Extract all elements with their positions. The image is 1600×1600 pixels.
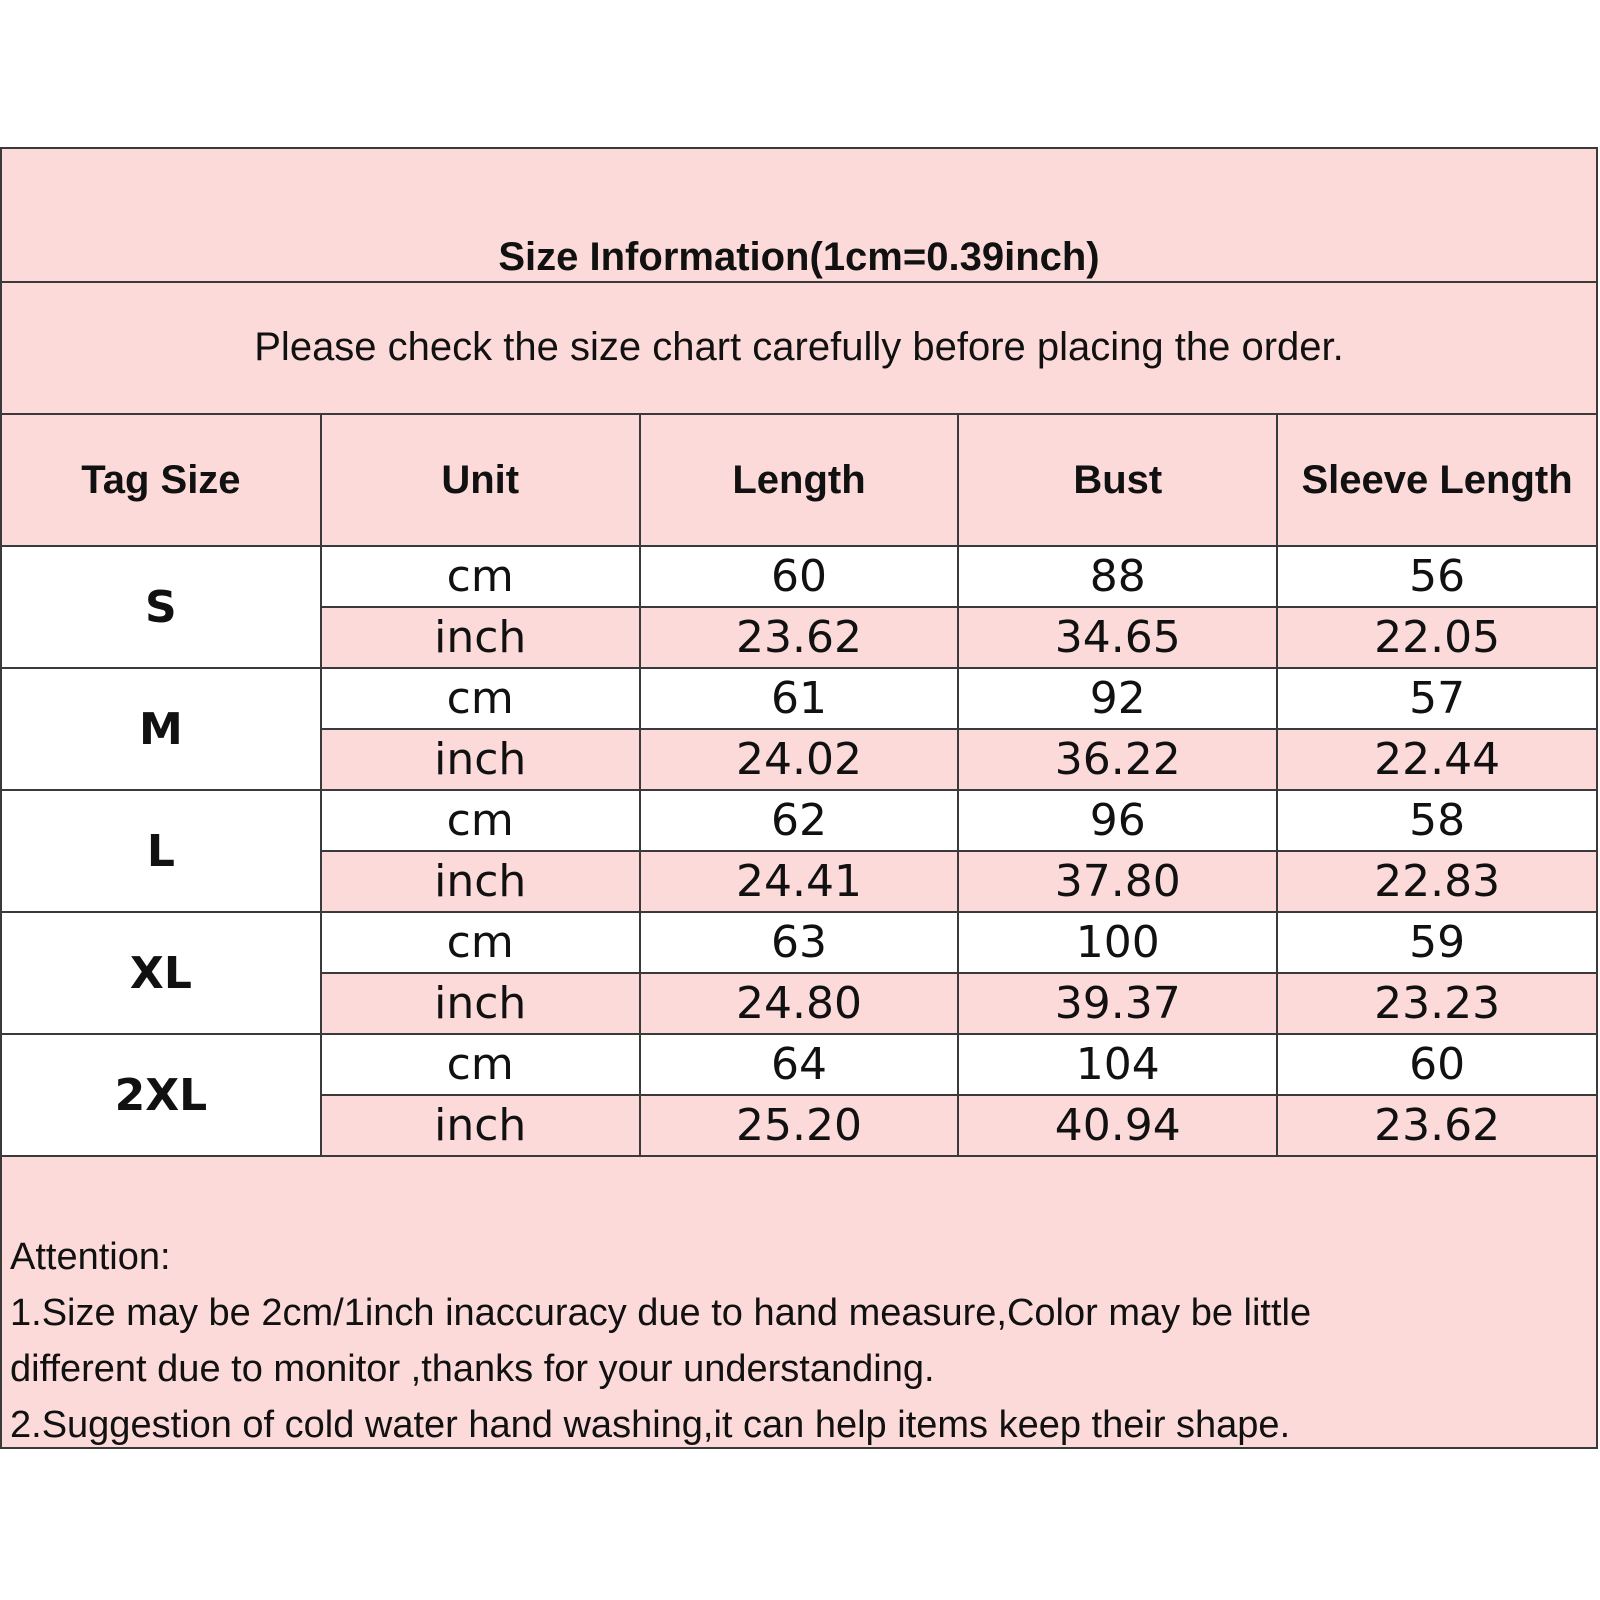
unit-cell: inch [321, 607, 640, 668]
bust-cell: 96 [958, 790, 1277, 851]
table-row [2, 912, 1596, 973]
unit-cell: cm [321, 546, 640, 607]
header-bust: Bust [958, 415, 1277, 546]
bust-cell: 92 [958, 668, 1277, 729]
header-sleeve-length: Sleeve Length [1277, 415, 1596, 546]
tag-size-cell: L [2, 790, 321, 912]
attention-notes [10, 1229, 1590, 1453]
length-cell: 63 [640, 912, 959, 973]
sleeve-length-cell: 22.05 [1277, 607, 1596, 668]
length-cell: 24.02 [640, 729, 959, 790]
sleeve-length-cell: 22.83 [1277, 851, 1596, 912]
unit-cell: cm [321, 668, 640, 729]
tag-size-cell: S [2, 546, 321, 668]
tag-size-cell: 2XL [2, 1034, 321, 1156]
attention-heading: Attention: [10, 1236, 171, 1278]
unit-cell: inch [321, 851, 640, 912]
unit-cell: cm [321, 912, 640, 973]
bust-cell: 104 [958, 1034, 1277, 1095]
unit-cell: cm [321, 1034, 640, 1095]
table-row [2, 546, 1596, 607]
title-band [2, 149, 1596, 283]
length-cell: 62 [640, 790, 959, 851]
size-chart-title: Size Information(1cm=0.39inch) [498, 235, 1100, 279]
sleeve-length-cell: 23.62 [1277, 1095, 1596, 1156]
header-tag-size: Tag Size [2, 415, 321, 546]
attention-line-2: different due to monitor ,thanks for your understanding. [10, 1348, 935, 1390]
bust-cell: 36.22 [958, 729, 1277, 790]
notice-band [2, 283, 1596, 415]
sleeve-length-cell: 58 [1277, 790, 1596, 851]
length-cell: 64 [640, 1034, 959, 1095]
table-row [2, 1034, 1596, 1095]
bust-cell: 39.37 [958, 973, 1277, 1034]
length-cell: 25.20 [640, 1095, 959, 1156]
attention-line-1: 1.Size may be 2cm/1inch inaccuracy due to hand measure,Color may be little [10, 1292, 1312, 1334]
length-cell: 61 [640, 668, 959, 729]
notice-text: Please check the size chart carefully before placing the order. [254, 325, 1344, 369]
sleeve-length-cell: 57 [1277, 668, 1596, 729]
size-chart-panel [0, 147, 1598, 1449]
length-cell: 24.41 [640, 851, 959, 912]
sleeve-length-cell: 59 [1277, 912, 1596, 973]
sleeve-length-cell: 22.44 [1277, 729, 1596, 790]
sleeve-length-cell: 56 [1277, 546, 1596, 607]
bust-cell: 40.94 [958, 1095, 1277, 1156]
unit-cell: cm [321, 790, 640, 851]
bust-cell: 100 [958, 912, 1277, 973]
unit-cell: inch [321, 973, 640, 1034]
table-header-row [2, 415, 1596, 546]
length-cell: 60 [640, 546, 959, 607]
header-unit: Unit [321, 415, 640, 546]
attention-line-3: 2.Suggestion of cold water hand washing,it can help items keep their shape. [10, 1404, 1291, 1446]
header-length: Length [640, 415, 959, 546]
sleeve-length-cell: 60 [1277, 1034, 1596, 1095]
table-row [2, 668, 1596, 729]
sleeve-length-cell: 23.23 [1277, 973, 1596, 1034]
table-row [2, 790, 1596, 851]
tag-size-cell: XL [2, 912, 321, 1034]
size-table [2, 415, 1596, 1157]
bust-cell: 34.65 [958, 607, 1277, 668]
length-cell: 24.80 [640, 973, 959, 1034]
tag-size-cell: M [2, 668, 321, 790]
unit-cell: inch [321, 1095, 640, 1156]
bust-cell: 37.80 [958, 851, 1277, 912]
length-cell: 23.62 [640, 607, 959, 668]
bust-cell: 88 [958, 546, 1277, 607]
unit-cell: inch [321, 729, 640, 790]
